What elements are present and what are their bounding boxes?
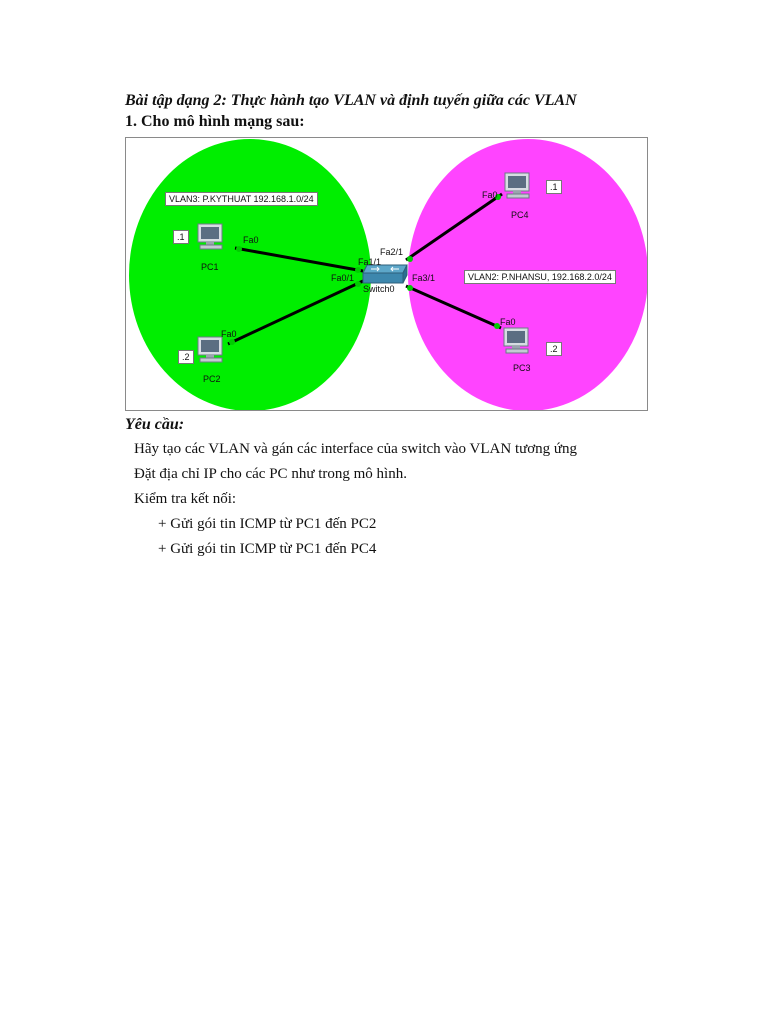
pc4-port-label: Fa0	[482, 190, 498, 200]
computer-icon	[198, 337, 222, 362]
pc3-ip-label: .2	[546, 342, 562, 356]
port-label-fa2-1: Fa2/1	[380, 247, 404, 257]
section-subtitle: 1. Cho mô hình mạng sau:	[125, 113, 305, 130]
pc3-name: PC3	[513, 363, 531, 373]
pc1-port-label: Fa0	[243, 235, 259, 245]
port-label-fa1-1: Fa1/1	[358, 257, 382, 267]
pc1-name: PC1	[201, 262, 219, 272]
pc1-ip-label: .1	[173, 230, 189, 244]
pc2-port-label: Fa0	[221, 329, 237, 339]
vlan3-label: VLAN3: P.KYTHUAT 192.168.1.0/24	[165, 192, 318, 206]
requirements-title: Yêu cầu:	[125, 416, 185, 433]
exercise-title: Bài tập dạng 2: Thực hành tạo VLAN và định tuyến giữa các VLAN	[125, 92, 577, 109]
switch-name: Switch0	[363, 284, 395, 294]
pc3-port-label: Fa0	[500, 317, 516, 327]
vlan2-label: VLAN2: P.NHANSU, 192.168.2.0/24	[464, 270, 616, 284]
pc2-ip-label: .2	[178, 350, 194, 364]
requirement-item: Hãy tạo các VLAN và gán các interface của switch vào VLAN tương ứng	[134, 441, 578, 457]
computer-icon	[505, 173, 529, 198]
network-diagram	[125, 137, 648, 411]
pc4-ip-label: .1	[546, 180, 562, 194]
pc4-name: PC4	[511, 210, 529, 220]
computer-icon	[198, 224, 222, 249]
requirement-item: Đặt địa chỉ IP cho các PC như trong mô hình.	[134, 466, 407, 482]
requirement-subitem: + Gửi gói tin ICMP từ PC1 đến PC2	[158, 516, 377, 532]
port-label-fa3-1: Fa3/1	[412, 273, 436, 283]
requirement-subitem: + Gửi gói tin ICMP từ PC1 đến PC4	[158, 541, 377, 557]
port-label-fa0-1: Fa0/1	[331, 273, 355, 283]
computer-icon	[504, 328, 528, 353]
pc2-name: PC2	[203, 374, 221, 384]
requirement-item: Kiểm tra kết nối:	[134, 491, 237, 507]
